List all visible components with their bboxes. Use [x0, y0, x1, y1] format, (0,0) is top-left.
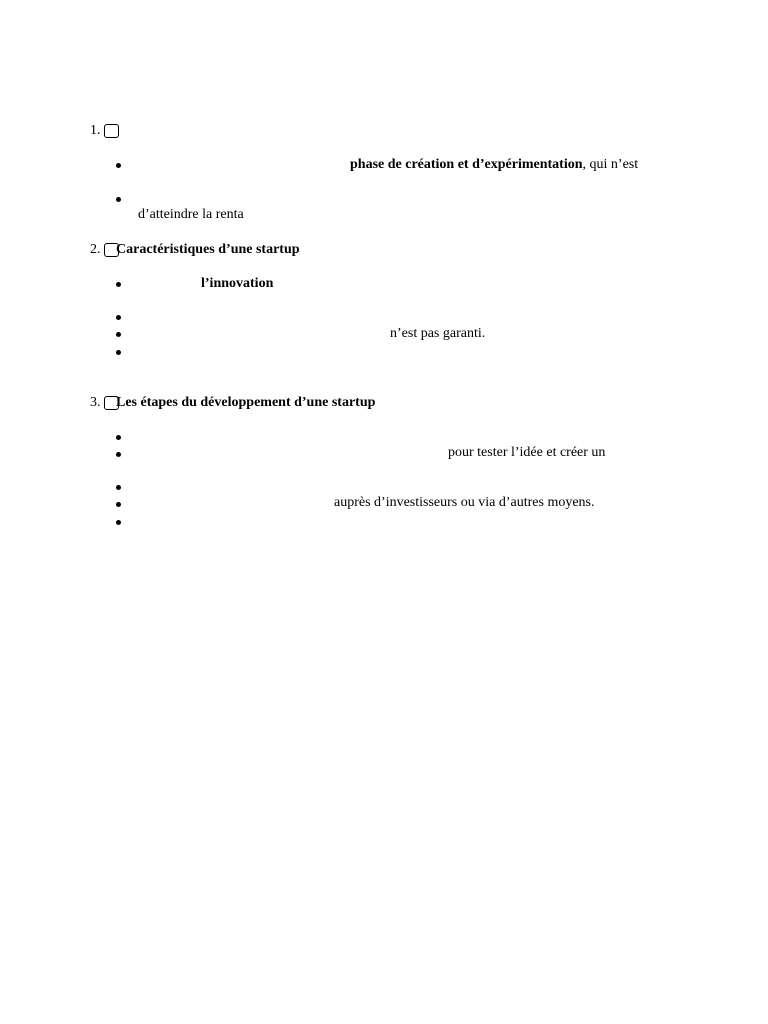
- section-2-heading: Caractéristiques d’une startup: [116, 242, 300, 257]
- bullet-icon: [116, 197, 121, 202]
- item-text: , qui n’est: [582, 157, 639, 172]
- bullet-icon: [116, 282, 121, 287]
- list-item: [350, 157, 638, 173]
- section-1-number: 1.: [90, 123, 101, 138]
- list-item: auprès d’investisseurs ou via d’autres moyens.: [334, 495, 595, 510]
- bold-phrase: phase de création et d’expérimentation: [350, 157, 583, 172]
- bullet-icon: [116, 315, 121, 320]
- bullet-icon: [116, 485, 121, 490]
- list-item-continuation: d’atteindre la renta: [138, 207, 244, 222]
- bullet-icon: [116, 332, 121, 337]
- bullet-icon: [116, 452, 121, 457]
- list-item: n’est pas garanti.: [390, 326, 486, 341]
- list-item: l’innovation: [201, 276, 274, 291]
- missing-glyph-icon: [104, 124, 119, 138]
- section-3-number: 3.: [90, 395, 101, 410]
- list-item: pour tester l’idée et créer un: [448, 445, 606, 460]
- bullet-icon: [116, 350, 121, 355]
- bullet-icon: [116, 502, 121, 507]
- bullet-icon: [116, 163, 121, 168]
- section-3-heading: Les étapes du développement d’une startup: [116, 395, 376, 410]
- bullet-icon: [116, 520, 121, 525]
- section-2-number: 2.: [90, 242, 101, 257]
- bullet-icon: [116, 435, 121, 440]
